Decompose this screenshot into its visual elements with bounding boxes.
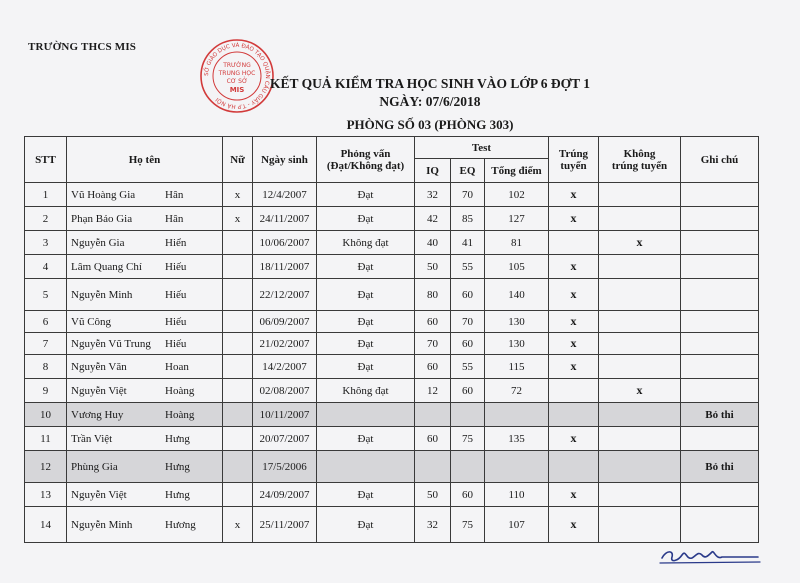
cell-interview: Đạt — [317, 207, 415, 231]
cell-name — [67, 207, 223, 231]
header-trung-tuyen-line1: Trúng — [558, 147, 589, 160]
cell-iq: 40 — [415, 231, 451, 255]
cell-note — [681, 231, 759, 255]
cell-stt: 4 — [25, 255, 67, 279]
student-last-name: Hiếu — [165, 337, 187, 350]
header-stt: STT — [25, 137, 67, 183]
cell-interview: Không đạt — [317, 231, 415, 255]
cell-fail — [599, 483, 681, 507]
cell-fail — [599, 207, 681, 231]
cell-note — [681, 255, 759, 279]
cell-name — [67, 255, 223, 279]
student-first-name: Nguyễn Việt — [71, 384, 127, 397]
cell-name — [67, 403, 223, 427]
cell-nu — [223, 333, 253, 355]
cell-eq: 60 — [451, 483, 485, 507]
cell-nu — [223, 451, 253, 483]
cell-name — [67, 311, 223, 333]
table-row — [25, 355, 759, 379]
cell-fail — [599, 333, 681, 355]
table-row — [25, 333, 759, 355]
cell-dob: 20/07/2007 — [253, 427, 317, 451]
header-khong-trung-line2: trúng tuyển — [611, 159, 668, 172]
cell-dob: 10/06/2007 — [253, 231, 317, 255]
cell-iq: 70 — [415, 333, 451, 355]
header-phong-van — [317, 137, 415, 183]
cell-stt: 2 — [25, 207, 67, 231]
signature — [656, 538, 766, 568]
cell-fail — [599, 255, 681, 279]
cell-fail — [599, 403, 681, 427]
cell-name — [67, 483, 223, 507]
student-last-name: Hưng — [165, 460, 190, 473]
header-ho-ten: Họ tên — [67, 137, 223, 183]
cell-interview — [317, 451, 415, 483]
cell-note — [681, 183, 759, 207]
cell-eq: 75 — [451, 507, 485, 543]
student-first-name: Nguyễn Minh — [71, 288, 133, 301]
school-name: TRƯỜNG THCS MIS — [28, 41, 137, 53]
student-last-name: Hương — [165, 518, 196, 531]
cell-nu: x — [223, 183, 253, 207]
table-row — [25, 207, 759, 231]
header-khong-trung-line1: Không — [623, 147, 656, 160]
student-last-name: Hưng — [165, 432, 190, 445]
student-first-name: Vũ Công — [71, 315, 112, 328]
cell-dob: 17/5/2006 — [253, 451, 317, 483]
cell-nu — [223, 231, 253, 255]
student-first-name: Lâm Quang Chí — [71, 260, 142, 273]
cell-fail — [599, 279, 681, 311]
cell-name — [67, 451, 223, 483]
student-last-name: Hoàng — [165, 384, 195, 397]
cell-stt: 12 — [25, 451, 67, 483]
cell-pass: x — [549, 207, 599, 231]
cell-interview: Đạt — [317, 507, 415, 543]
cell-interview: Đạt — [317, 483, 415, 507]
student-last-name: Hoàng — [165, 408, 195, 421]
stamp-text-1: TRƯỜNG — [223, 62, 251, 69]
header-row-1 — [25, 137, 759, 159]
cell-total: 135 — [485, 427, 549, 451]
cell-eq: 60 — [451, 379, 485, 403]
cell-dob: 24/09/2007 — [253, 483, 317, 507]
header-eq: EQ — [451, 159, 485, 183]
cell-fail — [599, 355, 681, 379]
header-nu: Nữ — [223, 137, 253, 183]
cell-eq: 55 — [451, 355, 485, 379]
cell-eq: 70 — [451, 311, 485, 333]
cell-iq: 32 — [415, 183, 451, 207]
cell-dob: 06/09/2007 — [253, 311, 317, 333]
cell-iq: 12 — [415, 379, 451, 403]
cell-total: 110 — [485, 483, 549, 507]
cell-total — [485, 451, 549, 483]
cell-note — [681, 207, 759, 231]
student-last-name: Hân — [165, 188, 184, 201]
table-row — [25, 403, 759, 427]
cell-total: 102 — [485, 183, 549, 207]
cell-stt: 6 — [25, 311, 67, 333]
header-ngay-sinh: Ngày sinh — [253, 137, 317, 183]
cell-dob: 10/11/2007 — [253, 403, 317, 427]
cell-dob: 22/12/2007 — [253, 279, 317, 311]
cell-pass: x — [549, 507, 599, 543]
results-table-body — [25, 183, 759, 543]
cell-name — [67, 231, 223, 255]
cell-nu — [223, 403, 253, 427]
table-row — [25, 451, 759, 483]
cell-dob: 02/08/2007 — [253, 379, 317, 403]
table-row — [25, 427, 759, 451]
cell-iq: 60 — [415, 355, 451, 379]
cell-dob: 18/11/2007 — [253, 255, 317, 279]
stamp-text-3: CƠ SỞ — [226, 78, 248, 85]
cell-pass: x — [549, 333, 599, 355]
header-phong-van-line1: Phỏng vấn — [340, 147, 391, 160]
cell-total: 107 — [485, 507, 549, 543]
cell-pass: x — [549, 311, 599, 333]
cell-interview: Đạt — [317, 333, 415, 355]
cell-note — [681, 333, 759, 355]
cell-stt: 14 — [25, 507, 67, 543]
student-first-name: Nguyễn Văn — [71, 360, 127, 373]
cell-stt: 1 — [25, 183, 67, 207]
student-first-name: Phạn Bảo Gia — [71, 212, 133, 225]
cell-nu — [223, 379, 253, 403]
cell-nu: x — [223, 507, 253, 543]
cell-pass — [549, 231, 599, 255]
header-test: Test — [415, 137, 549, 159]
cell-pass — [549, 379, 599, 403]
cell-stt: 3 — [25, 231, 67, 255]
cell-pass — [549, 403, 599, 427]
cell-nu — [223, 427, 253, 451]
student-first-name: Nguyễn Vũ Trung — [71, 337, 151, 350]
cell-pass: x — [549, 355, 599, 379]
cell-eq: 55 — [451, 255, 485, 279]
cell-nu — [223, 279, 253, 311]
cell-total: 140 — [485, 279, 549, 311]
student-first-name: Vũ Hoàng Gia — [71, 188, 136, 201]
student-first-name: Nguyễn Gia — [71, 236, 125, 249]
student-first-name: Trần Việt — [71, 432, 113, 445]
cell-interview: Đạt — [317, 279, 415, 311]
cell-nu — [223, 311, 253, 333]
cell-stt: 9 — [25, 379, 67, 403]
cell-iq: 32 — [415, 507, 451, 543]
cell-iq: 50 — [415, 483, 451, 507]
cell-dob: 21/02/2007 — [253, 333, 317, 355]
cell-eq — [451, 403, 485, 427]
cell-iq: 60 — [415, 427, 451, 451]
header-trung-tuyen — [549, 137, 599, 183]
cell-eq: 41 — [451, 231, 485, 255]
cell-note — [681, 279, 759, 311]
student-last-name: Hân — [165, 212, 184, 225]
cell-total: 72 — [485, 379, 549, 403]
student-last-name: Hiếu — [165, 260, 187, 273]
stamp-text-4: MIS — [229, 86, 245, 94]
cell-nu — [223, 355, 253, 379]
cell-stt: 11 — [25, 427, 67, 451]
cell-pass: x — [549, 279, 599, 311]
room-heading: PHÒNG SỐ 03 (PHÒNG 303) — [346, 117, 514, 132]
table-row — [25, 379, 759, 403]
cell-total — [485, 403, 549, 427]
cell-fail — [599, 451, 681, 483]
header-ghi-chu: Ghi chú — [681, 137, 759, 183]
cell-fail: x — [599, 231, 681, 255]
cell-name — [67, 355, 223, 379]
cell-eq: 85 — [451, 207, 485, 231]
cell-note — [681, 355, 759, 379]
header-phong-van-line2: (Đạt/Không đạt) — [326, 159, 405, 172]
cell-nu — [223, 483, 253, 507]
cell-name — [67, 183, 223, 207]
cell-dob: 24/11/2007 — [253, 207, 317, 231]
cell-total: 115 — [485, 355, 549, 379]
cell-pass: x — [549, 427, 599, 451]
cell-iq — [415, 451, 451, 483]
cell-eq — [451, 451, 485, 483]
table-row — [25, 183, 759, 207]
cell-dob: 12/4/2007 — [253, 183, 317, 207]
cell-dob: 25/11/2007 — [253, 507, 317, 543]
cell-total: 127 — [485, 207, 549, 231]
cell-stt: 8 — [25, 355, 67, 379]
cell-stt: 10 — [25, 403, 67, 427]
cell-name — [67, 333, 223, 355]
table-row — [25, 255, 759, 279]
cell-total: 105 — [485, 255, 549, 279]
cell-note — [681, 427, 759, 451]
header-tong-diem: Tổng điểm — [485, 159, 549, 183]
cell-total: 130 — [485, 311, 549, 333]
cell-nu — [223, 255, 253, 279]
cell-stt: 13 — [25, 483, 67, 507]
cell-pass — [549, 451, 599, 483]
cell-interview: Đạt — [317, 427, 415, 451]
cell-eq: 60 — [451, 279, 485, 311]
cell-note: Bỏ thi — [681, 403, 759, 427]
cell-eq: 75 — [451, 427, 485, 451]
cell-nu: x — [223, 207, 253, 231]
cell-name — [67, 507, 223, 543]
cell-iq — [415, 403, 451, 427]
cell-interview: Đạt — [317, 183, 415, 207]
student-first-name: Nguyễn Minh — [71, 518, 133, 531]
table-row — [25, 279, 759, 311]
cell-interview: Đạt — [317, 355, 415, 379]
table-row — [25, 231, 759, 255]
results-table — [24, 136, 759, 543]
document-title: KẾT QUẢ KIỂM TRA HỌC SINH VÀO LỚP 6 ĐỢT 1 — [269, 76, 591, 91]
stamp-ring-text: SỞ GIÁO DỤC VÀ ĐÀO TẠO QUẬN CẦU GIẤY - T.P HÀ NỘI — [203, 42, 271, 110]
student-last-name: Hiếu — [165, 288, 187, 301]
cell-stt: 5 — [25, 279, 67, 311]
cell-iq: 80 — [415, 279, 451, 311]
cell-stt: 7 — [25, 333, 67, 355]
cell-fail — [599, 183, 681, 207]
document-date: NGÀY: 07/6/2018 — [379, 94, 481, 109]
cell-note — [681, 379, 759, 403]
cell-eq: 70 — [451, 183, 485, 207]
cell-iq: 42 — [415, 207, 451, 231]
student-first-name: Nguyễn Việt — [71, 488, 127, 501]
table-row — [25, 483, 759, 507]
cell-interview: Đạt — [317, 311, 415, 333]
cell-interview — [317, 403, 415, 427]
cell-interview: Đạt — [317, 255, 415, 279]
cell-total: 81 — [485, 231, 549, 255]
student-last-name: Hoan — [165, 360, 189, 373]
cell-fail — [599, 427, 681, 451]
cell-eq: 60 — [451, 333, 485, 355]
cell-pass: x — [549, 483, 599, 507]
student-last-name: Hiếu — [165, 315, 187, 328]
table-row — [25, 311, 759, 333]
cell-name — [67, 279, 223, 311]
cell-note — [681, 311, 759, 333]
header-khong-trung-tuyen — [599, 137, 681, 183]
stamp-text-2: TRUNG HỌC — [218, 70, 256, 77]
cell-note — [681, 483, 759, 507]
cell-iq: 50 — [415, 255, 451, 279]
cell-interview: Không đạt — [317, 379, 415, 403]
student-first-name: Phùng Gia — [71, 460, 118, 473]
cell-pass: x — [549, 255, 599, 279]
cell-note: Bỏ thi — [681, 451, 759, 483]
table-row — [25, 507, 759, 543]
cell-fail — [599, 311, 681, 333]
header-iq: IQ — [415, 159, 451, 183]
student-last-name: Hưng — [165, 488, 190, 501]
cell-fail: x — [599, 379, 681, 403]
cell-pass: x — [549, 183, 599, 207]
cell-dob: 14/2/2007 — [253, 355, 317, 379]
cell-iq: 60 — [415, 311, 451, 333]
header-trung-tuyen-line2: tuyển — [560, 159, 587, 172]
student-last-name: Hiển — [165, 236, 187, 249]
cell-total: 130 — [485, 333, 549, 355]
cell-name — [67, 379, 223, 403]
student-first-name: Vương Huy — [71, 408, 124, 421]
cell-name — [67, 427, 223, 451]
